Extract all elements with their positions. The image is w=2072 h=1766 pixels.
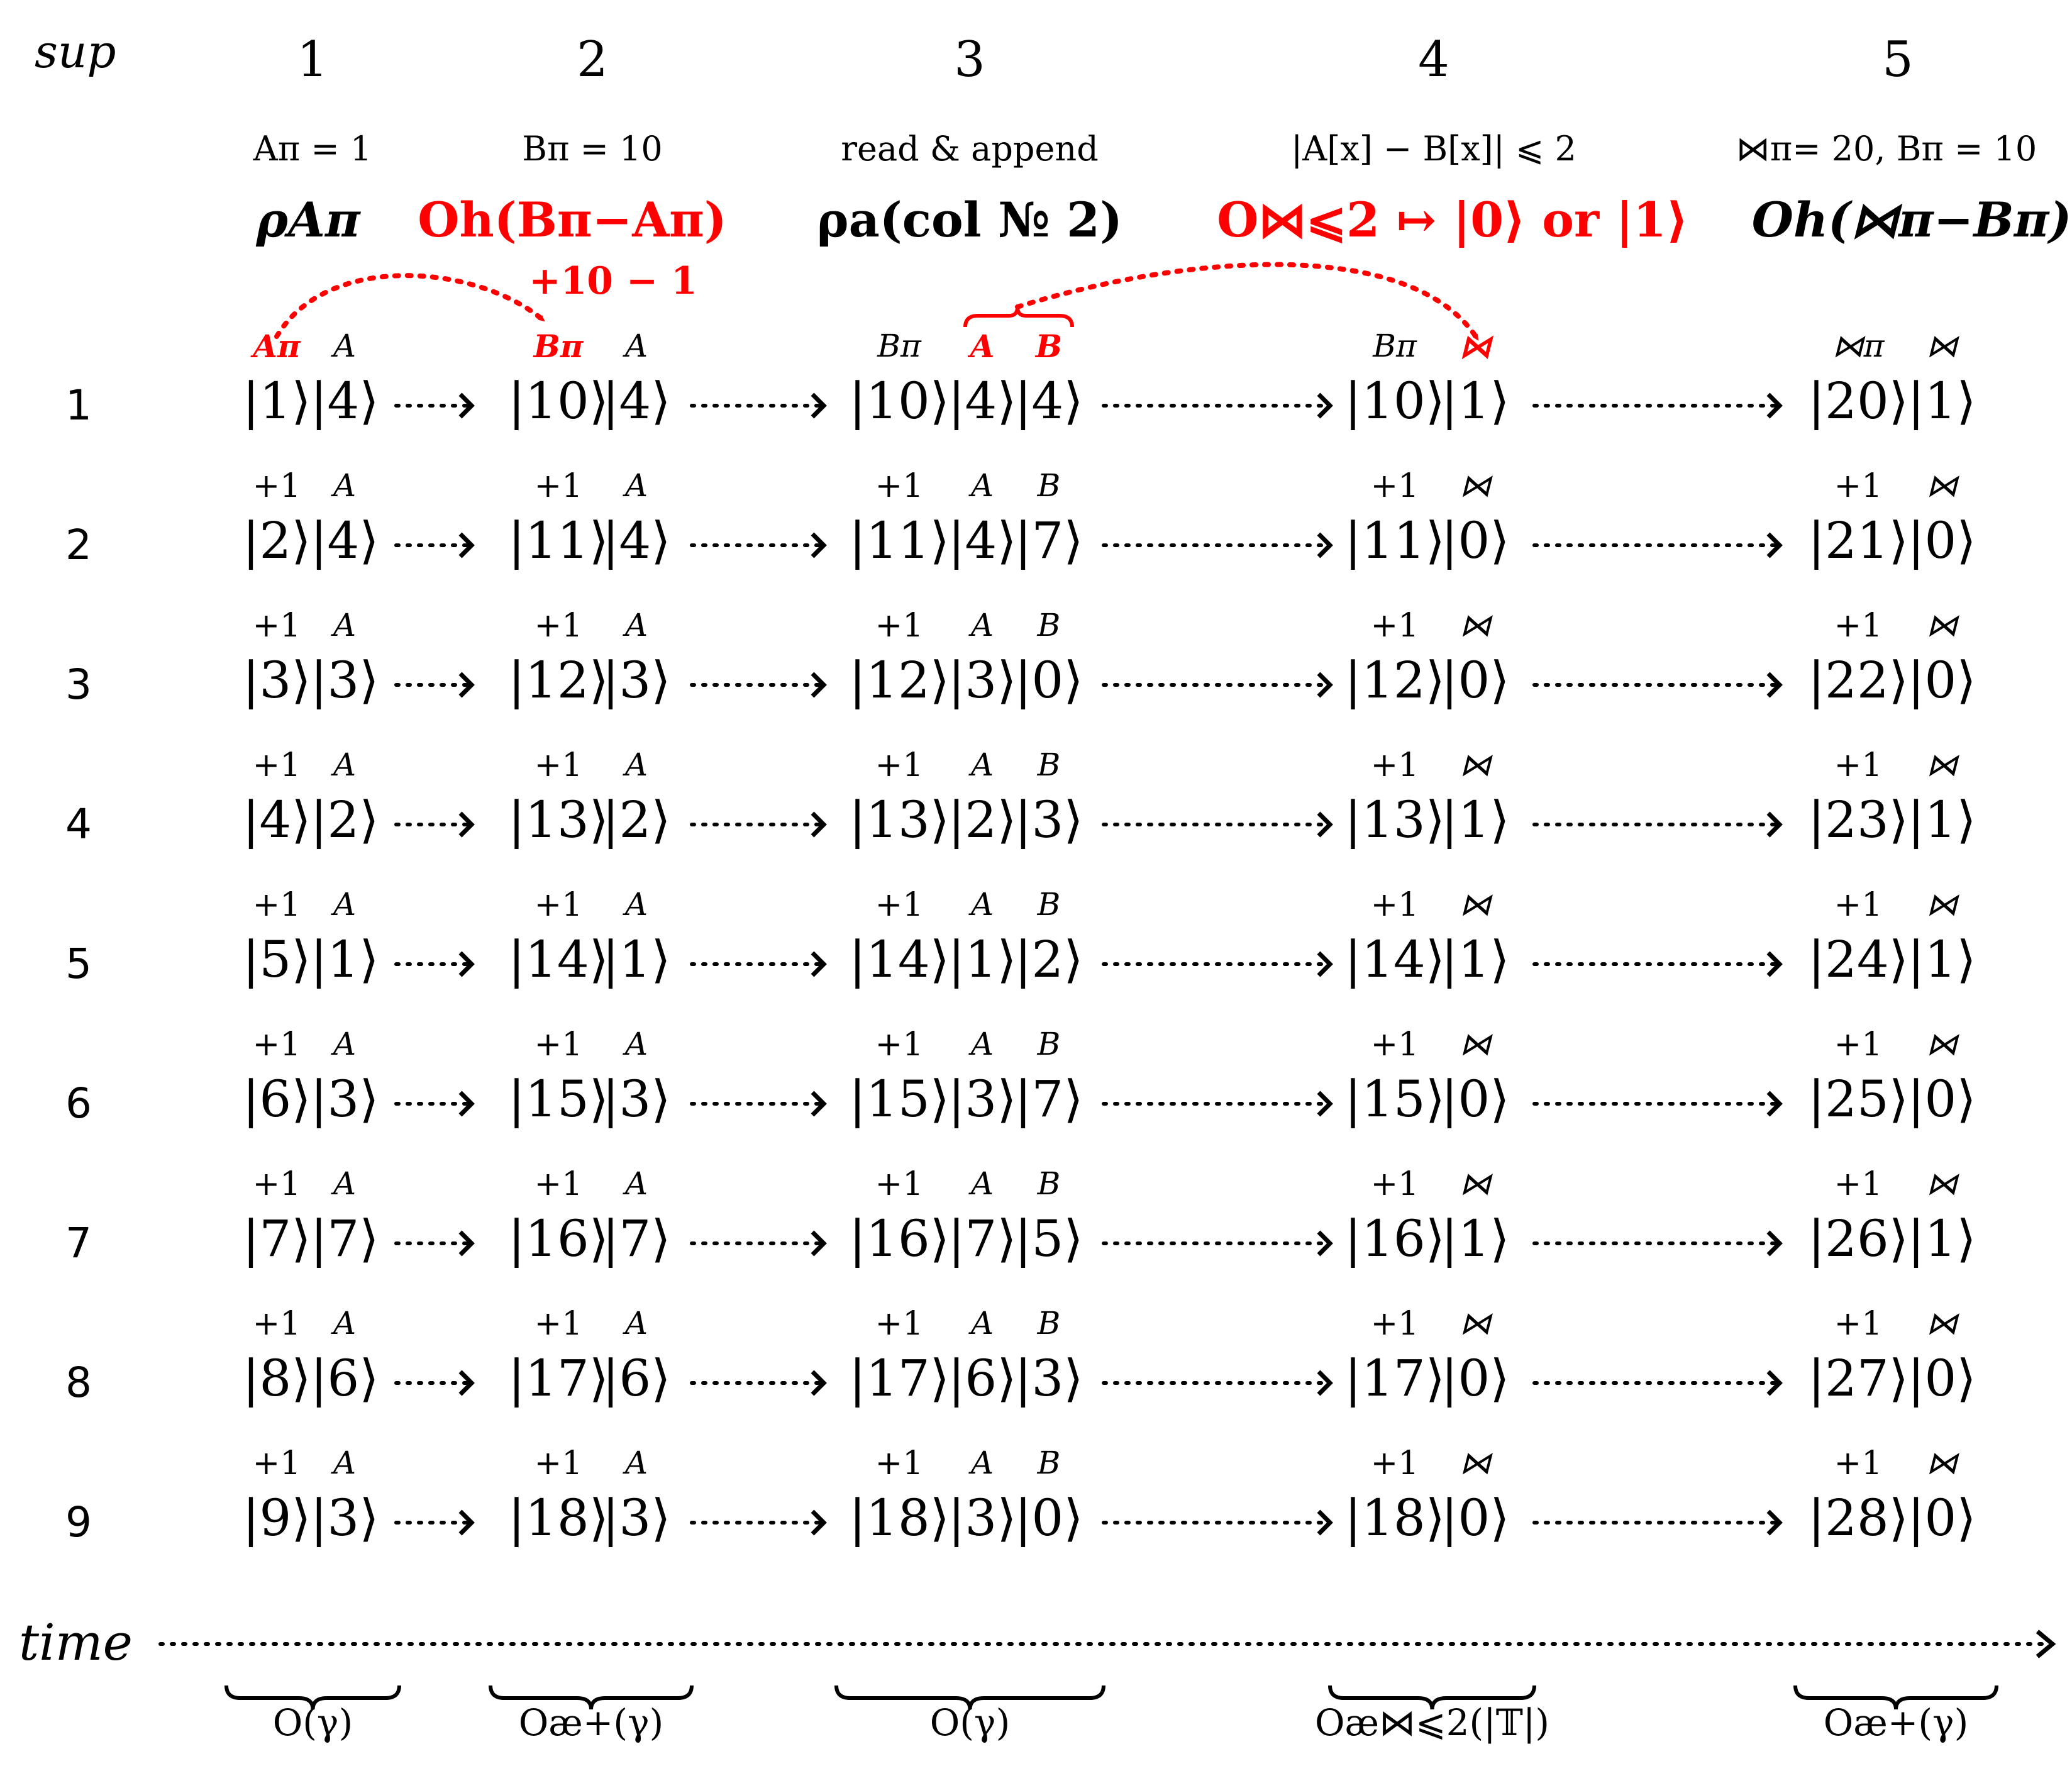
label-r6-step5-2: ⋈ bbox=[1926, 1026, 1958, 1062]
label-r9-step4-1: +1 bbox=[1370, 1445, 1419, 1482]
label-r1-step3-2: A bbox=[970, 328, 995, 365]
ket-r2-step3-2: |4⟩ bbox=[948, 511, 1017, 570]
ket-r3-step1-1: |3⟩ bbox=[242, 651, 311, 709]
row-label-8: 8 bbox=[65, 1358, 92, 1407]
ket-r5-step3-3: |2⟩ bbox=[1014, 930, 1083, 989]
ket-r7-step1-1: |7⟩ bbox=[242, 1209, 311, 1268]
label-r4-step2-2: A bbox=[624, 747, 648, 783]
label-r5-step4-2: ⋈ bbox=[1460, 886, 1491, 923]
step-condition-1: Aπ = 1 bbox=[253, 129, 372, 169]
ket-r6-step3-1: |15⟩ bbox=[849, 1070, 950, 1128]
ket-r8-step5-1: |27⟩ bbox=[1808, 1349, 1909, 1408]
label-r2-step1-2: A bbox=[333, 467, 357, 504]
cost-label-3: O(γ) bbox=[929, 1701, 1011, 1744]
step-condition-5: ⋈π= 20, Bπ = 10 bbox=[1736, 129, 2037, 169]
label-r5-step3-3: B bbox=[1037, 886, 1061, 923]
ket-r1-step2-1: |10⟩ bbox=[508, 372, 609, 430]
cost-label-5: Oæ+(γ) bbox=[1823, 1701, 1969, 1744]
label-r7-step5-2: ⋈ bbox=[1926, 1165, 1958, 1202]
ket-r4-step1-1: |4⟩ bbox=[242, 791, 311, 849]
label-r4-step1-2: A bbox=[333, 747, 357, 783]
ket-r1-step1-2: |4⟩ bbox=[310, 372, 379, 430]
ket-r8-step4-1: |17⟩ bbox=[1344, 1349, 1445, 1408]
label-r4-step4-2: ⋈ bbox=[1460, 747, 1491, 783]
ket-r9-step2-2: |3⟩ bbox=[602, 1489, 671, 1547]
ket-r7-step4-1: |16⟩ bbox=[1344, 1209, 1445, 1268]
label-r7-step2-1: +1 bbox=[534, 1165, 583, 1203]
label-r9-step1-2: A bbox=[333, 1445, 357, 1481]
label-r5-step2-1: +1 bbox=[534, 886, 583, 924]
label-r7-step3-2: A bbox=[970, 1165, 994, 1202]
label-r2-step4-1: +1 bbox=[1370, 467, 1419, 505]
label-r1-step2-1: Bπ bbox=[533, 328, 584, 365]
ket-r6-step5-2: |0⟩ bbox=[1907, 1070, 1976, 1128]
ket-r3-step5-2: |0⟩ bbox=[1907, 651, 1976, 709]
label-r6-step2-2: A bbox=[624, 1026, 648, 1062]
label-r6-step3-3: B bbox=[1037, 1026, 1061, 1062]
ket-r3-step2-2: |3⟩ bbox=[602, 651, 671, 709]
label-r1-step5-1: ⋈π bbox=[1832, 328, 1885, 364]
ket-r6-step2-1: |15⟩ bbox=[508, 1070, 609, 1128]
ket-r3-step5-1: |22⟩ bbox=[1808, 651, 1909, 709]
ket-r2-step2-2: |4⟩ bbox=[602, 511, 671, 570]
label-r8-step5-1: +1 bbox=[1834, 1305, 1883, 1343]
label-r4-step3-2: A bbox=[970, 747, 994, 783]
label-r9-step3-2: A bbox=[970, 1445, 994, 1481]
ket-r3-step3-1: |12⟩ bbox=[849, 651, 950, 709]
op2-offset-text: +10 − 1 bbox=[529, 259, 697, 303]
ket-r4-step3-3: |3⟩ bbox=[1014, 791, 1083, 849]
ket-r8-step3-2: |6⟩ bbox=[948, 1349, 1017, 1408]
label-r3-step4-2: ⋈ bbox=[1460, 607, 1491, 643]
ket-r1-step2-2: |4⟩ bbox=[602, 372, 671, 430]
row-label-6: 6 bbox=[65, 1079, 92, 1128]
ket-r7-step1-2: |7⟩ bbox=[310, 1209, 379, 1268]
ket-r5-step3-1: |14⟩ bbox=[849, 930, 950, 989]
label-r3-step3-1: +1 bbox=[875, 607, 924, 645]
ket-r1-step5-1: |20⟩ bbox=[1808, 372, 1909, 430]
ket-r9-step3-1: |18⟩ bbox=[849, 1489, 950, 1547]
ket-r6-step1-2: |3⟩ bbox=[310, 1070, 379, 1128]
label-r3-step1-2: A bbox=[333, 607, 357, 643]
step-number-2: 2 bbox=[577, 31, 608, 88]
label-r9-step2-2: A bbox=[624, 1445, 648, 1481]
label-r5-step4-1: +1 bbox=[1370, 886, 1419, 924]
label-r8-step3-3: B bbox=[1037, 1305, 1061, 1341]
ket-r9-step2-1: |18⟩ bbox=[508, 1489, 609, 1547]
ket-r3-step4-2: |0⟩ bbox=[1441, 651, 1510, 709]
label-r1-step4-1: Bπ bbox=[1373, 328, 1417, 364]
ket-r5-step2-2: |1⟩ bbox=[602, 930, 671, 989]
ket-r4-step1-2: |2⟩ bbox=[310, 791, 379, 849]
label-r3-step5-1: +1 bbox=[1834, 607, 1883, 645]
label-r5-step1-1: +1 bbox=[252, 886, 301, 924]
ket-r4-step3-1: |13⟩ bbox=[849, 791, 950, 849]
label-r5-step2-2: A bbox=[624, 886, 648, 923]
ket-r3-step4-1: |12⟩ bbox=[1344, 651, 1445, 709]
ket-r1-step4-1: |10⟩ bbox=[1344, 372, 1445, 430]
label-r9-step1-1: +1 bbox=[252, 1445, 301, 1482]
label-r9-step5-2: ⋈ bbox=[1926, 1445, 1958, 1481]
ket-r4-step2-1: |13⟩ bbox=[508, 791, 609, 849]
label-r6-step1-2: A bbox=[333, 1026, 357, 1062]
label-r8-step3-2: A bbox=[970, 1305, 994, 1341]
red-arrow-a-to-b bbox=[277, 275, 544, 336]
red-brace-ab bbox=[965, 307, 1072, 327]
ket-r5-step5-2: |1⟩ bbox=[1907, 930, 1976, 989]
label-r1-step3-1: Bπ bbox=[877, 328, 921, 364]
label-r2-step2-1: +1 bbox=[534, 467, 583, 505]
ket-r5-step1-2: |1⟩ bbox=[310, 930, 379, 989]
step-operation-4: O⋈⩽2 ↦ |0⟩ or |1⟩ bbox=[1217, 192, 1688, 248]
ket-r6-step1-1: |6⟩ bbox=[242, 1070, 311, 1128]
ket-r8-step2-1: |17⟩ bbox=[508, 1349, 609, 1408]
row-label-5: 5 bbox=[65, 940, 92, 988]
ket-r2-step2-1: |11⟩ bbox=[508, 511, 609, 570]
label-r5-step5-2: ⋈ bbox=[1926, 886, 1958, 923]
ket-r7-step2-1: |16⟩ bbox=[508, 1209, 609, 1268]
ket-r2-step3-3: |7⟩ bbox=[1014, 511, 1083, 570]
label-r7-step3-3: B bbox=[1037, 1165, 1061, 1202]
step-condition-3: read & append bbox=[841, 129, 1099, 169]
ket-r5-step2-1: |14⟩ bbox=[508, 930, 609, 989]
label-r2-step5-2: ⋈ bbox=[1926, 467, 1958, 504]
label-r1-step3-3: B bbox=[1035, 328, 1063, 365]
ket-r1-step3-3: |4⟩ bbox=[1014, 372, 1083, 430]
ket-r2-step3-1: |11⟩ bbox=[849, 511, 950, 570]
label-r2-step4-2: ⋈ bbox=[1460, 467, 1491, 504]
ket-r1-step1-1: |1⟩ bbox=[242, 372, 311, 430]
label-r3-step3-3: B bbox=[1037, 607, 1061, 643]
ket-r4-step5-1: |23⟩ bbox=[1808, 791, 1909, 849]
time-label: time bbox=[19, 1613, 133, 1672]
step-condition-2: Bπ = 10 bbox=[522, 129, 663, 169]
label-r3-step4-1: +1 bbox=[1370, 607, 1419, 645]
label-r6-step3-1: +1 bbox=[875, 1026, 924, 1063]
label-r7-step1-2: A bbox=[333, 1165, 357, 1202]
ket-r2-step4-2: |0⟩ bbox=[1441, 511, 1510, 570]
ket-r4-step5-2: |1⟩ bbox=[1907, 791, 1976, 849]
ket-r7-step2-2: |7⟩ bbox=[602, 1209, 671, 1268]
ket-r7-step5-2: |1⟩ bbox=[1907, 1209, 1976, 1268]
ket-r7-step3-1: |16⟩ bbox=[849, 1209, 950, 1268]
ket-r6-step3-3: |7⟩ bbox=[1014, 1070, 1083, 1128]
ket-r9-step4-2: |0⟩ bbox=[1441, 1489, 1510, 1547]
ket-r9-step3-3: |0⟩ bbox=[1014, 1489, 1083, 1547]
ket-r7-step3-3: |5⟩ bbox=[1014, 1209, 1083, 1268]
ket-r5-step3-2: |1⟩ bbox=[948, 930, 1017, 989]
row-label-1: 1 bbox=[65, 381, 92, 430]
label-r8-step4-1: +1 bbox=[1370, 1305, 1419, 1343]
label-r4-step3-3: B bbox=[1037, 747, 1061, 783]
step-number-3: 3 bbox=[954, 31, 985, 88]
step-number-5: 5 bbox=[1882, 31, 1914, 88]
step-number-1: 1 bbox=[297, 31, 328, 88]
sup-label: sup bbox=[35, 25, 116, 78]
label-r3-step1-1: +1 bbox=[252, 607, 301, 645]
cost-label-1: O(γ) bbox=[272, 1701, 353, 1744]
ket-r8-step1-1: |8⟩ bbox=[242, 1349, 311, 1408]
ket-r3-step3-3: |0⟩ bbox=[1014, 651, 1083, 709]
label-r6-step4-2: ⋈ bbox=[1460, 1026, 1491, 1062]
label-r9-step3-3: B bbox=[1037, 1445, 1061, 1481]
label-r3-step3-2: A bbox=[970, 607, 994, 643]
label-r2-step3-2: A bbox=[970, 467, 994, 504]
label-r9-step4-2: ⋈ bbox=[1460, 1445, 1491, 1481]
label-r2-step1-1: +1 bbox=[252, 467, 301, 505]
ket-r7-step3-2: |7⟩ bbox=[948, 1209, 1017, 1268]
label-r8-step2-1: +1 bbox=[534, 1305, 583, 1343]
ket-r8-step5-2: |0⟩ bbox=[1907, 1349, 1976, 1408]
label-r6-step4-1: +1 bbox=[1370, 1026, 1419, 1063]
row-label-7: 7 bbox=[65, 1219, 92, 1267]
ket-r4-step4-2: |1⟩ bbox=[1441, 791, 1510, 849]
ket-r9-step4-1: |18⟩ bbox=[1344, 1489, 1445, 1547]
ket-r2-step1-2: |4⟩ bbox=[310, 511, 379, 570]
ket-r9-step1-2: |3⟩ bbox=[310, 1489, 379, 1547]
label-r7-step5-1: +1 bbox=[1834, 1165, 1883, 1203]
label-r3-step2-1: +1 bbox=[534, 607, 583, 645]
label-r5-step5-1: +1 bbox=[1834, 886, 1883, 924]
label-r3-step2-2: A bbox=[624, 607, 648, 643]
label-r6-step2-1: +1 bbox=[534, 1026, 583, 1063]
label-r2-step3-1: +1 bbox=[875, 467, 924, 505]
label-r1-step5-2: ⋈ bbox=[1926, 328, 1958, 364]
ket-r9-step5-2: |0⟩ bbox=[1907, 1489, 1976, 1547]
ket-r6-step3-2: |3⟩ bbox=[948, 1070, 1017, 1128]
label-r4-step2-1: +1 bbox=[534, 747, 583, 784]
label-r5-step3-1: +1 bbox=[875, 886, 924, 924]
ket-r8-step1-2: |6⟩ bbox=[310, 1349, 379, 1408]
cost-label-4: Oæ⋈⩽2(|𝕋|) bbox=[1314, 1701, 1550, 1744]
label-r1-step2-2: A bbox=[624, 328, 648, 364]
label-r7-step1-1: +1 bbox=[252, 1165, 301, 1203]
ket-r1-step3-2: |4⟩ bbox=[948, 372, 1017, 430]
label-r5-step1-2: A bbox=[333, 886, 357, 923]
ket-r3-step3-2: |3⟩ bbox=[948, 651, 1017, 709]
label-r1-step4-2: ⋈ bbox=[1460, 328, 1491, 365]
step-operation-5: Oh(⋈π−Bπ) bbox=[1751, 192, 2072, 248]
label-r8-step1-2: A bbox=[333, 1305, 357, 1341]
label-r9-step5-1: +1 bbox=[1834, 1445, 1883, 1482]
ket-r5-step4-2: |1⟩ bbox=[1441, 930, 1510, 989]
label-r8-step2-2: A bbox=[624, 1305, 648, 1341]
step-condition-4: |A[x] − B[x]| ⩽ 2 bbox=[1291, 129, 1576, 169]
ket-r1-step3-1: |10⟩ bbox=[849, 372, 950, 430]
label-r5-step3-2: A bbox=[970, 886, 994, 923]
ket-r7-step5-1: |26⟩ bbox=[1808, 1209, 1909, 1268]
step-operation-3: ρa(col № 2) bbox=[817, 192, 1122, 248]
ket-r4-step2-2: |2⟩ bbox=[602, 791, 671, 849]
label-r9-step3-1: +1 bbox=[875, 1445, 924, 1482]
row-label-9: 9 bbox=[65, 1498, 92, 1547]
ket-r9-step3-2: |3⟩ bbox=[948, 1489, 1017, 1547]
label-r6-step1-1: +1 bbox=[252, 1026, 301, 1063]
step-number-4: 4 bbox=[1418, 31, 1449, 88]
label-r4-step1-1: +1 bbox=[252, 747, 301, 784]
label-r6-step5-1: +1 bbox=[1834, 1026, 1883, 1063]
step-operation-1: ρAπ bbox=[256, 192, 360, 248]
ket-r6-step4-2: |0⟩ bbox=[1441, 1070, 1510, 1128]
label-r1-step1-2: A bbox=[333, 328, 357, 364]
ket-r2-step5-2: |0⟩ bbox=[1907, 511, 1976, 570]
label-r4-step3-1: +1 bbox=[875, 747, 924, 784]
row-label-2: 2 bbox=[65, 521, 92, 569]
label-r7-step4-1: +1 bbox=[1370, 1165, 1419, 1203]
label-r8-step5-2: ⋈ bbox=[1926, 1305, 1958, 1341]
ket-r2-step5-1: |21⟩ bbox=[1808, 511, 1909, 570]
ket-r6-step2-2: |3⟩ bbox=[602, 1070, 671, 1128]
ket-r8-step2-2: |6⟩ bbox=[602, 1349, 671, 1408]
label-r7-step2-2: A bbox=[624, 1165, 648, 1202]
ket-r4-step3-2: |2⟩ bbox=[948, 791, 1017, 849]
ket-r3-step1-2: |3⟩ bbox=[310, 651, 379, 709]
ket-r7-step4-2: |1⟩ bbox=[1441, 1209, 1510, 1268]
label-r2-step5-1: +1 bbox=[1834, 467, 1883, 505]
ket-r3-step2-1: |12⟩ bbox=[508, 651, 609, 709]
ket-r6-step4-1: |15⟩ bbox=[1344, 1070, 1445, 1128]
label-r7-step4-2: ⋈ bbox=[1460, 1165, 1491, 1202]
ket-r5-step4-1: |14⟩ bbox=[1344, 930, 1445, 989]
label-r3-step5-2: ⋈ bbox=[1926, 607, 1958, 643]
label-r1-step1-1: Aπ bbox=[253, 328, 301, 365]
label-r4-step4-1: +1 bbox=[1370, 747, 1419, 784]
ket-r6-step5-1: |25⟩ bbox=[1808, 1070, 1909, 1128]
cost-label-2: Oæ+(γ) bbox=[518, 1701, 664, 1744]
ket-r1-step5-2: |1⟩ bbox=[1907, 372, 1976, 430]
step-operation-2: Oh(Bπ−Aπ) bbox=[418, 192, 727, 248]
label-r2-step2-2: A bbox=[624, 467, 648, 504]
ket-r1-step4-2: |1⟩ bbox=[1441, 372, 1510, 430]
label-r9-step2-1: +1 bbox=[534, 1445, 583, 1482]
ket-r9-step1-1: |9⟩ bbox=[242, 1489, 311, 1547]
ket-r5-step5-1: |24⟩ bbox=[1808, 930, 1909, 989]
label-r6-step3-2: A bbox=[970, 1026, 994, 1062]
label-r7-step3-1: +1 bbox=[875, 1165, 924, 1203]
row-label-4: 4 bbox=[65, 800, 92, 848]
ket-r5-step1-1: |5⟩ bbox=[242, 930, 311, 989]
ket-r2-step4-1: |11⟩ bbox=[1344, 511, 1445, 570]
label-r8-step1-1: +1 bbox=[252, 1305, 301, 1343]
ket-r4-step4-1: |13⟩ bbox=[1344, 791, 1445, 849]
ket-r8-step3-3: |3⟩ bbox=[1014, 1349, 1083, 1408]
ket-r9-step5-1: |28⟩ bbox=[1808, 1489, 1909, 1547]
row-label-3: 3 bbox=[65, 660, 92, 709]
label-r2-step3-3: B bbox=[1037, 467, 1061, 504]
label-r4-step5-2: ⋈ bbox=[1926, 747, 1958, 783]
ket-r8-step3-1: |17⟩ bbox=[849, 1349, 950, 1408]
label-r4-step5-1: +1 bbox=[1834, 747, 1883, 784]
ket-r2-step1-1: |2⟩ bbox=[242, 511, 311, 570]
label-r8-step3-1: +1 bbox=[875, 1305, 924, 1343]
label-r8-step4-2: ⋈ bbox=[1460, 1305, 1491, 1341]
ket-r8-step4-2: |0⟩ bbox=[1441, 1349, 1510, 1408]
